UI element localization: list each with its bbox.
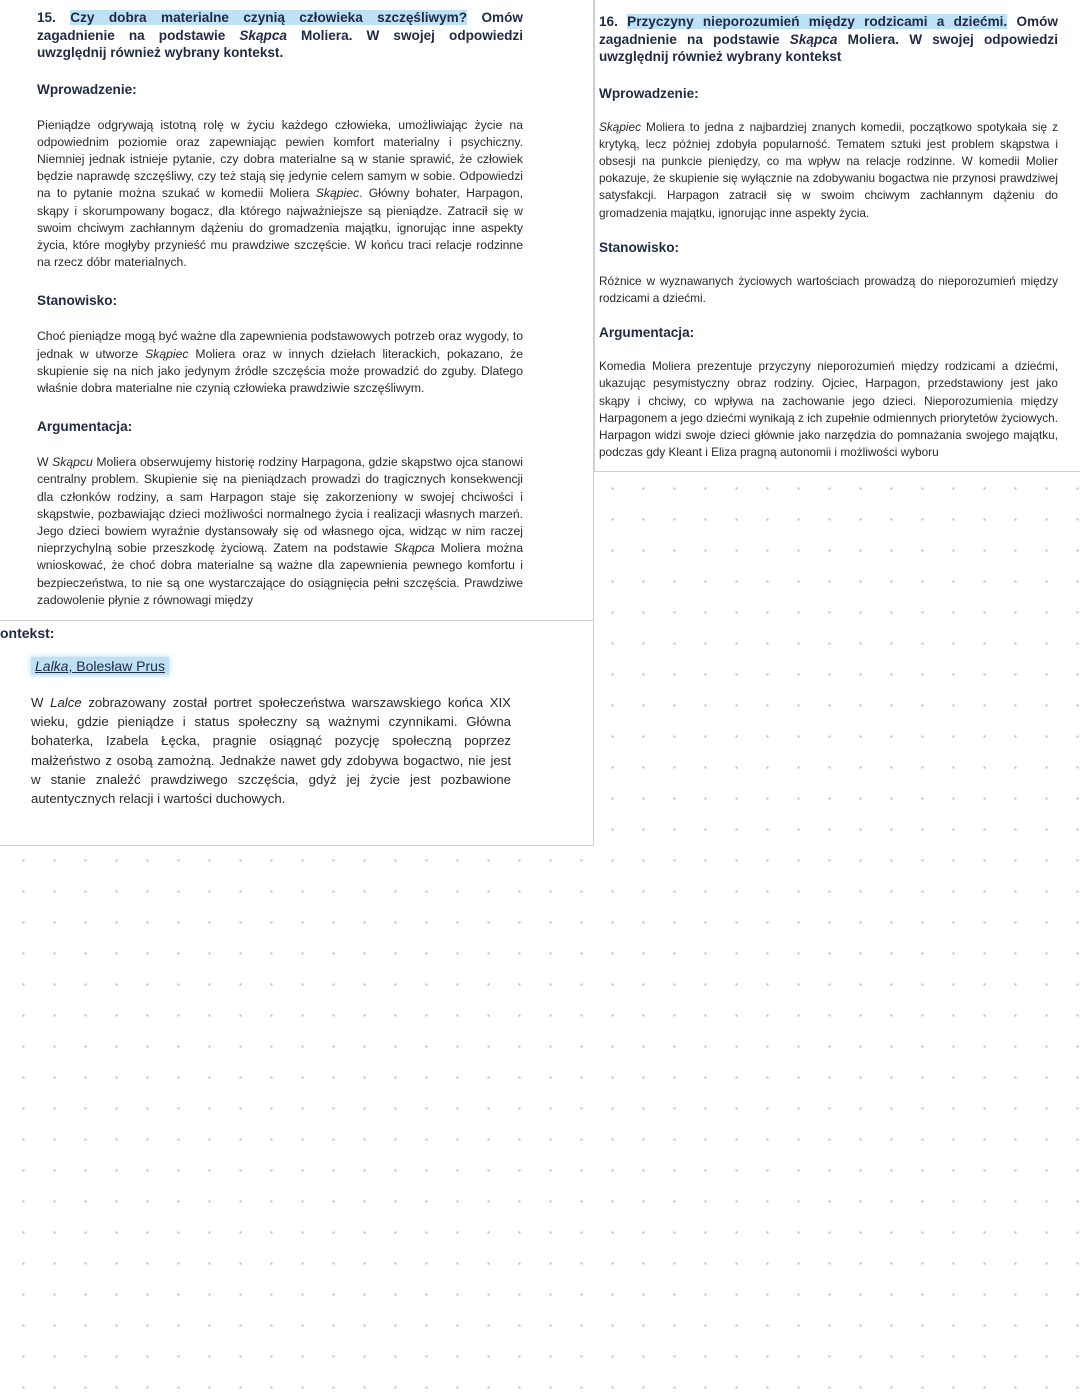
- context-book-title: Lalka, Bolesław Prus: [31, 657, 169, 675]
- intro-paragraph: Pieniądze odgrywają istotną rolę w życiu każdego człowieka, umożliwiając życie na odpowiednim poziomie oraz zapewniając pewien komfort materialny i psychiczny. Niemniej jednak istnieje pytanie, czy dobra materialne są w stanie sprawić, że człowiek będzie naprawdę szczęśliwy, czy też stają się jedynie celem samym w sobie. Odpowiedzi na to pytanie można szukać w komedii Moliera Skąpiec. Główny bohater, Harpagon, skąpy i skorumpowany bogacz, dla którego najważniejsze są pieniądze. Zatracił się w swoim chciwym zachłannym dążeniu do gromadzenia majątku, ignorując inne aspekty życia, które mogłyby przynieść mu prawdziwe szczęście. W końcu traci relacje rodzinne na rzecz dóbr materialnych.: [37, 117, 523, 270]
- stance-paragraph: Choć pieniądze mogą być ważne dla zapewnienia podstawowych potrzeb oraz wygody, to jednak w utworze Skąpiec Moliera oraz w innych dziełach literackich, pokazano, że skupienie się na nich jako jedynym źródle szczęścia może prowadzić do zguby. Dlatego właśnie dobra materialne nie czynią człowieka prawdziwie szczęśliwym.: [37, 329, 523, 395]
- highlighted-question: Czy dobra materialne czynią człowieka szczęśliwym?: [70, 10, 468, 25]
- context-paragraph: W Lalce zobrazowany został portret społeczeństwa warszawskiego końca XIX wieku, gdzie pieniądze i status społeczny są ważnymi czynnikami. Główna bohaterka, Izabela Łęcka, pragnie osiągnąć pozycję społeczną poprzez małżeństwo z osobą zamożną. Jednakże nawet gdy zdobywa bogactwo, nie jest w stanie znaleźć prawdziwego szczęścia, gdyż jej życie jest pozbawione autentycznych relacji i wartości duchowych.: [31, 695, 511, 807]
- argumentation-heading: Argumentacja:: [37, 419, 133, 435]
- argumentation-paragraph: Komedia Moliera prezentuje przyczyny nieporozumień między rodzicami a dziećmi, ukazując pesymistyczny obraz rodziny. Ojciec, Harpagon, przedstawiony jest jako skąpy i chciwy, co wpływa na zachowanie jego dzieci. Nieporozumienia między Harpagonem a jego dziećmi wynikają z ich zupełnie odmiennych priorytetów życiowych. Harpagon widzi swoje dzieci głównie jako narzędzia do pomnażania swojego majątku, podczas gdy Kleant i Eliza pragną autonomii i możliwości wyboru: [599, 359, 1058, 460]
- question-15-title: 15. Czy dobra materialne czynią człowieka szczęśliwym? Omów zagadnienie na podstawie Skąpca Moliera. W swojej odpowiedzi uwzględnij również wybrany kontekst.: [37, 10, 524, 60]
- stance-paragraph: Różnice w wyznawanych życiowych wartościach prowadzą do nieporozumień między rodzicami a dziećmi.: [599, 273, 1058, 305]
- note-card-context: [0, 620, 594, 846]
- intro-heading: Wprowadzenie:: [599, 85, 699, 101]
- intro-heading: Wprowadzenie:: [37, 81, 137, 97]
- highlighted-question: Przyczyny nieporozumień między rodzicami a dziećmi.: [627, 14, 1008, 29]
- question-16-title: 16. Przyczyny nieporozumień między rodzicami a dziećmi. Omów zagadnienie na podstawie Skąpca Moliera. W swojej odpowiedzi uwzględnij również wybrany kontekst: [599, 14, 1059, 64]
- argumentation-paragraph: W Skąpcu Moliera obserwujemy historię rodziny Harpagona, gdzie skąpstwo ojca stanowi centralny problem. Skupienie się na pieniądzach prowadzi do tragicznych konsekwencji dla członków rodziny, a sam Harpagon staje się zakorzeniony w swojej chciwości i skąpstwie, pozbawiając dzieci możliwości normalnego życia i realizacji własnych marzeń. Jego dzieci bowiem wyraźnie dystansowały się od własnego ojca, widząc w nim raczej nieprzychylną sobie przeszkodę życiową. Zatem na podstawie Skąpca Moliera można wnioskować, że choć dobra materialne są ważne dla zapewnienia pewnego komfortu i bezpieczeństwa, to nie są one wystarczające do osiągnięcia pełni szczęścia. Prawdziwe zadowolenie płynie z równowagi między: [37, 455, 523, 607]
- stance-heading: Stanowisko:: [37, 293, 118, 309]
- note-card-question-16: [594, 0, 1080, 472]
- note-card-question-15: [0, 0, 594, 620]
- stance-heading: Stanowisko:: [599, 239, 680, 255]
- argumentation-heading: Argumentacja:: [599, 325, 695, 341]
- context-heading: ontekst:: [0, 625, 55, 641]
- intro-paragraph: Skąpiec Moliera to jedna z najbardziej znanych komedii, początkowo spotykała się z krytyką, lecz później zdobyła popularność. Tematem sztuki jest problem skąpstwa i obsesji na punkcie pieniędzy, co ma wpływ na relacje rodzinne. W komedii Molier pokazuje, że skupienie się wyłącznie na zdobywaniu bogactwa nie przynosi prawdziwej satysfakcji. Harpagon zatracił się w swoim chciwym zachłannym dążeniu do gromadzenia majątku, ignorując inne aspekty życia.: [599, 119, 1058, 220]
